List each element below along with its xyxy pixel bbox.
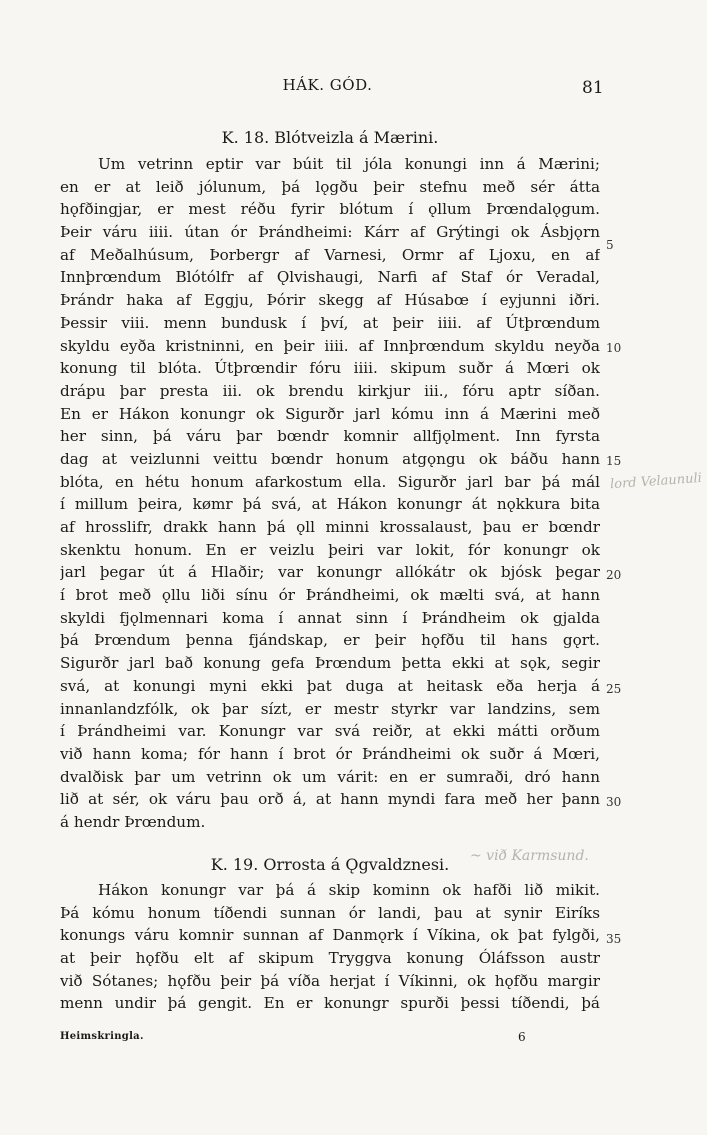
text-line: í brot með ǫllu liði sínu ór Þrándheimi, ok mælti svá, at hann [60,586,600,605]
text-line: í Þrándheimi var. Konungr var svá reiðr, at ekki mátti orðum [60,722,600,741]
running-title: HÁK. GÓD. [282,76,373,94]
text-line: Hákon konungr var þá á skip kominn ok hafði lið mikit. [98,881,600,899]
text-line: dvalðisk þar um vetrinn ok um várit: en er sumraði, dró hann [60,767,600,786]
chapter-18-heading: K. 18. Blótveizla á Mærini. [221,128,439,147]
signature-number: 6 [518,1030,526,1044]
text-line: við Sótanes; hǫfðu þeir þá víða herjat í Víkinni, ok hǫfðu margir [60,971,600,990]
margin-line-number: 5 [606,238,614,252]
text-line: En er Hákon konungr ok Sigurðr jarl kómu inn á Mærini með [60,404,600,423]
text-line: af hrosslifr, drakk hann þá ǫll minni krossalaust, þau er bœndr [60,518,600,536]
margin-line-number: 25 [606,682,622,696]
text-line: her sinn, þá váru þar bœndr komnir allfjǫlment. Inn fyrsta [60,427,600,446]
margin-line-number: 15 [606,454,622,468]
text-line: af Meðalhúsum, Þorbergr af Varnesi, Ormr af Ljoxu, en af [60,245,600,264]
page-number: 81 [582,78,604,98]
pencil-heading-note: ~ við Karmsund. [470,848,589,864]
text-line: Þá kómu honum tíðendi sunnan ór landi, þau at synir Eiríks [60,903,600,922]
text-line: jarl þegar út á Hlaðir; var konungr allókátr ok bjósk þegar [60,563,600,582]
margin-line-number: 30 [606,795,622,809]
text-line: skenktu honum. En er veizlu þeiri var lokit, fór konungr ok [60,540,600,559]
text-line: Innþrœndum Blótólfr af Ǫlvishaugi, Narfi af Staf ór Veradal, [60,268,600,287]
margin-line-number: 20 [606,568,622,582]
text-line: dag at veizlunni veittu bœndr honum atgǫngu ok báðu hann [60,449,600,468]
text-line: Sigurðr jarl bað konung gefa Þrœndum þetta ekki at sǫk, segir [60,654,600,673]
text-line: konung til blóta. Útþrœndir fóru iiii. skipum suðr á Mœri ok [60,359,600,378]
text-line: í millum þeira, kømr þá svá, at Hákon konungr át nǫkkura bita [60,495,600,514]
text-line: at þeir hǫfðu elt af skipum Tryggva konung Óláfsson austr [60,949,600,968]
text-line: svá, at konungi myni ekki þat duga at heitask eða herja á [60,676,600,695]
text-line: skyldu eyða kristninni, en þeir iiii. af Innþrœndum skyldu neyða [60,336,600,355]
text-line: innanlandzfólk, ok þar sízt, er mestr styrkr var landzins, sem [60,699,600,718]
text-line: Þrándr haka af Eggju, Þórir skegg af Húsabœ í eyjunni iðri. [60,291,600,310]
chapter-19-text [60,879,600,1015]
text-line: á hendr Þrœndum. [60,812,206,831]
text-line: blóta, en hétu honum afarkostum ella. Sigurðr jarl bar þá mál [60,472,600,491]
text-line: en er at leið jólunum, þá lǫgðu þeir stefnu með sér átta [60,177,600,196]
text-line: menn undir þá gengit. En er konungr spurði þessi tíðendi, þá [60,994,600,1013]
text-line: drápu þar presta iii. ok brendu kirkjur iii., fóru aptr síðan. [60,381,600,400]
text-line: Um vetrinn eptir var búit til jóla konungi inn á Mærini; [98,155,600,173]
text-line: þá Þrœndum þenna fjándskap, er þeir hǫfðu til hans gǫrt. [60,631,600,650]
text-line: Þessir viii. menn bundusk í því, at þeir iiii. af Útþrœndum [60,313,600,332]
margin-line-number: 35 [606,932,622,946]
margin-line-number: 10 [606,341,622,355]
text-line: við hann koma; fór hann í brot ór Þrándheimi ok suðr á Mœri, [60,744,600,763]
text-line: konungs váru komnir sunnan af Danmǫrk í Víkina, ok þat fylgði, [60,926,600,945]
chapter-19-heading: K. 19. Orrosta á Ǫgvaldznesi. [210,855,450,874]
text-line: Þeir váru iiii. útan ór Þrándheimi: Kárr af Grýtingi ok Ásbjǫrn [60,223,600,242]
pencil-margin-note: lord Velaunuli [609,470,703,493]
printer-signature: Heimskringla. [60,1031,144,1042]
chapter-18-text [60,153,600,834]
text-line: skyldi fjǫlmennari koma í annat sinn í Þrándheim ok gjalda [60,608,600,627]
text-line: hǫfðingjar, er mest réðu fyrir blótum í ǫllum Þrœndalǫgum. [60,200,600,219]
text-line: lið at sér, ok váru þau orð á, at hann myndi fara með her þann [60,790,600,809]
